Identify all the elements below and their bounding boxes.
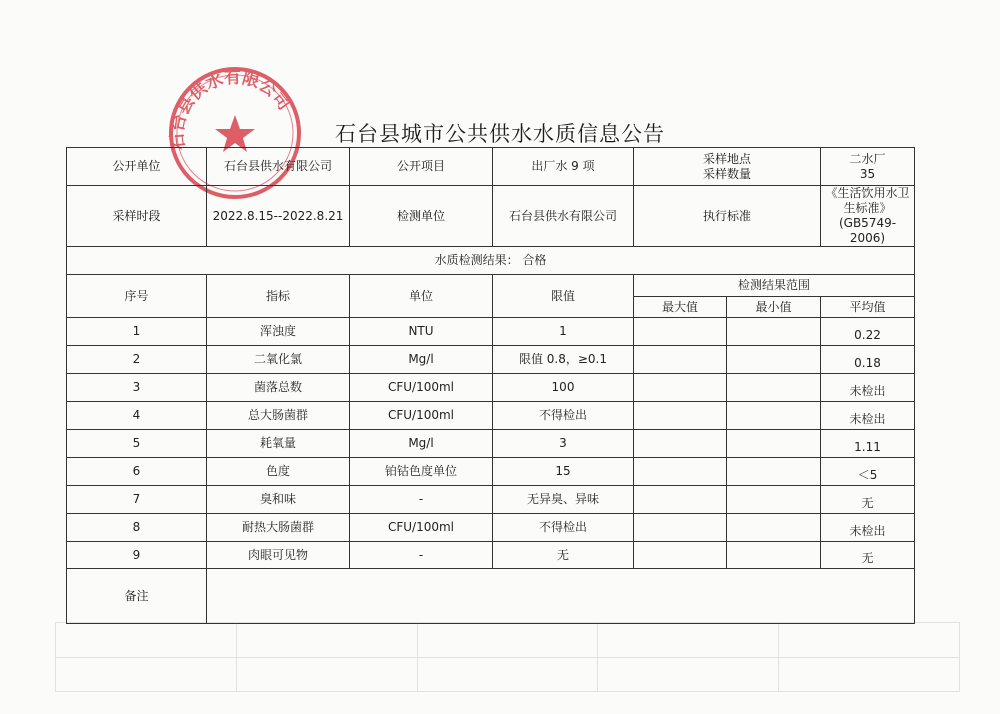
table-row	[67, 542, 915, 569]
row-limit: 100	[493, 374, 634, 402]
row-unit: Mg/l	[350, 430, 493, 458]
row-min	[727, 346, 821, 374]
testing-unit-value: 石台县供水有限公司	[493, 186, 634, 247]
row-max	[634, 430, 727, 458]
table-row	[67, 346, 915, 374]
table-row	[67, 430, 915, 458]
row-limit: 3	[493, 430, 634, 458]
publish-unit-label: 公开单位	[67, 148, 207, 186]
bleed-through-ghost-table	[55, 622, 960, 692]
row-avg: ＜5	[821, 458, 915, 486]
sampling-period-value: 2022.8.15--2022.8.21	[207, 186, 350, 247]
table-row	[67, 318, 915, 346]
row-limit: 无	[493, 542, 634, 569]
sampling-period-label: 采样时段	[67, 186, 207, 247]
row-indicator: 臭和味	[207, 486, 350, 514]
row-avg: 未检出	[821, 374, 915, 402]
header-unit: 单位	[350, 275, 493, 318]
header-no: 序号	[67, 275, 207, 318]
row-unit: 铂钴色度单位	[350, 458, 493, 486]
row-no: 5	[67, 430, 207, 458]
row-min	[727, 458, 821, 486]
row-unit: CFU/100ml	[350, 402, 493, 430]
row-limit: 限值 0.8，≥0.1	[493, 346, 634, 374]
svg-text:石台县供水有限公司: 石台县供水有限公司	[167, 67, 295, 152]
info-row-1	[67, 148, 915, 186]
row-no: 4	[67, 402, 207, 430]
sampling-count-value: 35	[859, 166, 876, 181]
row-limit: 不得检出	[493, 514, 634, 542]
sampling-site-value: 二水厂	[849, 151, 886, 166]
row-no: 8	[67, 514, 207, 542]
row-limit: 15	[493, 458, 634, 486]
row-avg: 1.11	[821, 430, 915, 458]
row-min	[727, 486, 821, 514]
water-quality-table	[66, 147, 915, 624]
row-unit: CFU/100ml	[350, 514, 493, 542]
row-max	[634, 374, 727, 402]
testing-unit-label: 检测单位	[350, 186, 493, 247]
row-avg: 无	[821, 486, 915, 514]
sampling-site-label: 采样地点	[703, 151, 752, 166]
row-no: 3	[67, 374, 207, 402]
standard-value: 《生活饮用水卫生标准》(GB5749-2006)	[821, 186, 915, 247]
row-indicator: 肉眼可见物	[207, 542, 350, 569]
row-indicator: 浑浊度	[207, 318, 350, 346]
row-limit: 无异臭、异味	[493, 486, 634, 514]
row-min	[727, 318, 821, 346]
header-indicator: 指标	[207, 275, 350, 318]
remark-row	[67, 569, 915, 624]
row-min	[727, 514, 821, 542]
row-indicator: 耐热大肠菌群	[207, 514, 350, 542]
info-row-2	[67, 186, 915, 247]
standard-label: 执行标准	[634, 186, 821, 247]
row-max	[634, 318, 727, 346]
row-indicator: 菌落总数	[207, 374, 350, 402]
row-unit: CFU/100ml	[350, 374, 493, 402]
row-unit: Mg/l	[350, 346, 493, 374]
remark-value	[207, 569, 915, 624]
sampling-site-count-value	[821, 148, 915, 186]
row-max	[634, 346, 727, 374]
header-avg: 平均值	[821, 297, 915, 318]
row-min	[727, 374, 821, 402]
row-max	[634, 542, 727, 569]
row-limit: 不得检出	[493, 402, 634, 430]
row-max	[634, 486, 727, 514]
result-line: 水质检测结果： 合格	[67, 247, 915, 275]
row-avg: 0.22	[821, 318, 915, 346]
table-row	[67, 402, 915, 430]
row-no: 2	[67, 346, 207, 374]
row-max	[634, 458, 727, 486]
header-limit: 限值	[493, 275, 634, 318]
row-min	[727, 402, 821, 430]
remark-label: 备注	[67, 569, 207, 624]
row-indicator: 总大肠菌群	[207, 402, 350, 430]
row-max	[634, 402, 727, 430]
publish-item-label: 公开项目	[350, 148, 493, 186]
row-avg: 未检出	[821, 514, 915, 542]
row-indicator: 色度	[207, 458, 350, 486]
page-title: 石台县城市公共供水水质信息公告	[335, 122, 665, 146]
row-indicator: 耗氧量	[207, 430, 350, 458]
publish-unit-value: 石台县供水有限公司	[207, 148, 350, 186]
row-max	[634, 514, 727, 542]
table-row	[67, 486, 915, 514]
sampling-site-count-label	[634, 148, 821, 186]
row-no: 1	[67, 318, 207, 346]
row-avg: 无	[821, 542, 915, 569]
row-no: 7	[67, 486, 207, 514]
result-row	[67, 247, 915, 275]
row-limit: 1	[493, 318, 634, 346]
table-row	[67, 374, 915, 402]
row-min	[727, 430, 821, 458]
header-min: 最小值	[727, 297, 821, 318]
row-avg: 0.18	[821, 346, 915, 374]
sampling-count-label: 采样数量	[703, 166, 752, 181]
row-no: 6	[67, 458, 207, 486]
row-indicator: 二氧化氯	[207, 346, 350, 374]
row-unit: NTU	[350, 318, 493, 346]
row-unit: -	[350, 542, 493, 569]
row-unit: -	[350, 486, 493, 514]
header-max: 最大值	[634, 297, 727, 318]
row-no: 9	[67, 542, 207, 569]
table-row	[67, 514, 915, 542]
header-range: 检测结果范围	[634, 275, 915, 297]
row-min	[727, 542, 821, 569]
table-row	[67, 458, 915, 486]
publish-item-value: 出厂水 9 项	[493, 148, 634, 186]
row-avg: 未检出	[821, 402, 915, 430]
header-row-1	[67, 275, 915, 297]
